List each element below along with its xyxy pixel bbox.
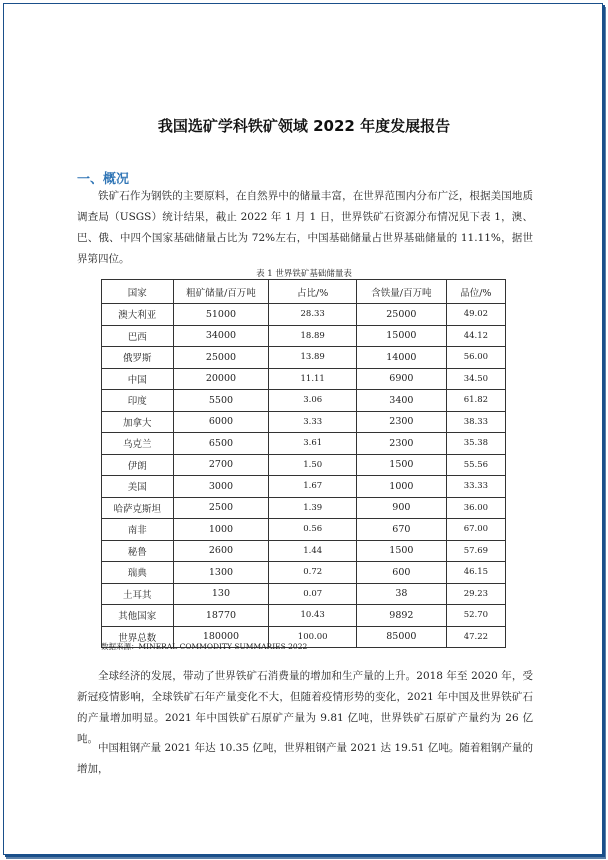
table-row [102,562,506,584]
cell-grade: 44.12 [446,325,505,347]
table-row [102,540,506,562]
cell-share: 100.00 [269,626,357,648]
cell-share: 1.44 [269,540,357,562]
cell-share: 13.89 [269,347,357,369]
cell-grade: 34.50 [446,368,505,390]
table-caption: 表 1 世界铁矿基础储量表 [256,269,352,279]
paragraph-steel: 中国粗钢产量 2021 年达 10.35 亿吨，世界粗钢产量 2021 达 19.51 亿吨。随着粗钢产量的增加， [77,742,533,775]
table-row [102,519,506,541]
cell-iron-content: 9892 [357,605,447,627]
header-ore-reserve: 粗矿储量/百万吨 [173,280,269,304]
cell-iron-content: 1500 [357,540,447,562]
cell-ore-reserve: 180000 [173,626,269,648]
table-row [102,605,506,627]
cell-share: 1.50 [269,454,357,476]
cell-iron-content: 1000 [357,476,447,498]
cell-country: 土耳其 [102,583,174,605]
cell-ore-reserve: 51000 [173,304,269,326]
section-heading: 一、概况 [77,172,130,187]
cell-share: 10.43 [269,605,357,627]
cell-grade: 49.02 [446,304,505,326]
cell-ore-reserve: 18770 [173,605,269,627]
cell-ore-reserve: 130 [173,583,269,605]
cell-country: 乌克兰 [102,433,174,455]
cell-ore-reserve: 6000 [173,411,269,433]
cell-country: 其他国家 [102,605,174,627]
cell-iron-content: 25000 [357,304,447,326]
cell-country: 俄罗斯 [102,347,174,369]
cell-ore-reserve: 1300 [173,562,269,584]
cell-country: 世界总数 [102,626,174,648]
cell-ore-reserve: 5500 [173,390,269,412]
paragraph-overview: 铁矿石作为钢铁的主要原料，在自然界中的储量丰富，在世界范围内分布广泛，根据美国地质调查局（USGS）统计结果，截止 2022 年 1 月 1 日，世界铁矿石资源分布情况见下表 1，澳、巴、俄、中四个国家基础储量占比为 72%左右，中国基础储量占世界基础储量的 11.11%，据世界第四位。 [77,190,533,265]
cell-country: 哈萨克斯坦 [102,497,174,519]
cell-ore-reserve: 3000 [173,476,269,498]
cell-ore-reserve: 6500 [173,433,269,455]
cell-share: 0.56 [269,519,357,541]
cell-iron-content: 3400 [357,390,447,412]
cell-iron-content: 600 [357,562,447,584]
table-header-row [102,280,506,304]
cell-iron-content: 15000 [357,325,447,347]
cell-grade: 29.23 [446,583,505,605]
cell-iron-content: 85000 [357,626,447,648]
cell-grade: 61.82 [446,390,505,412]
table-row [102,347,506,369]
table-row [102,304,506,326]
cell-ore-reserve: 34000 [173,325,269,347]
paragraph-production: 全球经济的发展，带动了世界铁矿石消费量的增加和生产量的上升。2018 年至 2020 年，受新冠疫情影响，全球铁矿石年产量变化不大，但随着疫情形势的变化，2021 年中国及世界铁矿石的产量增加明显。2021 年中国铁矿石原矿产量为 9.81 亿吨，世界铁矿石原矿产量约为 26 亿吨。 [77,670,533,745]
cell-iron-content: 14000 [357,347,447,369]
cell-ore-reserve: 25000 [173,347,269,369]
cell-grade: 38.33 [446,411,505,433]
table-row [102,583,506,605]
cell-share: 1.39 [269,497,357,519]
cell-country: 巴西 [102,325,174,347]
cell-iron-content: 6900 [357,368,447,390]
cell-country: 加拿大 [102,411,174,433]
table-row [102,476,506,498]
cell-country: 伊朗 [102,454,174,476]
cell-ore-reserve: 2700 [173,454,269,476]
cell-country: 美国 [102,476,174,498]
header-share: 占比/% [269,280,357,304]
cell-ore-reserve: 2600 [173,540,269,562]
cell-ore-reserve: 2500 [173,497,269,519]
cell-iron-content: 38 [357,583,447,605]
iron-reserves-table [101,279,506,648]
cell-grade: 67.00 [446,519,505,541]
cell-country: 瑞典 [102,562,174,584]
header-iron-content: 含铁量/百万吨 [357,280,447,304]
cell-country: 印度 [102,390,174,412]
cell-grade: 33.33 [446,476,505,498]
cell-grade: 35.38 [446,433,505,455]
cell-grade: 52.70 [446,605,505,627]
cell-country: 秘鲁 [102,540,174,562]
cell-share: 0.07 [269,583,357,605]
table-row [102,411,506,433]
cell-share: 3.61 [269,433,357,455]
table-row [102,325,506,347]
cell-share: 3.06 [269,390,357,412]
cell-iron-content: 2300 [357,433,447,455]
cell-grade: 57.69 [446,540,505,562]
cell-grade: 56.00 [446,347,505,369]
cell-ore-reserve: 20000 [173,368,269,390]
cell-share: 18.89 [269,325,357,347]
cell-share: 11.11 [269,368,357,390]
cell-country: 南非 [102,519,174,541]
table-row [102,497,506,519]
cell-share: 28.33 [269,304,357,326]
cell-share: 3.33 [269,411,357,433]
cell-iron-content: 900 [357,497,447,519]
cell-grade: 46.15 [446,562,505,584]
cell-iron-content: 2300 [357,411,447,433]
source-note: 数据来源：MINERAL COMMODITY SUMMARIES 2022 [101,642,308,651]
cell-share: 0.72 [269,562,357,584]
cell-iron-content: 1500 [357,454,447,476]
header-country: 国家 [102,280,174,304]
cell-grade: 55.56 [446,454,505,476]
document-title: 我国选矿学科铁矿领域 2022 年度发展报告 [157,117,451,135]
cell-grade: 36.00 [446,497,505,519]
cell-ore-reserve: 1000 [173,519,269,541]
table-row [102,433,506,455]
table-row [102,390,506,412]
cell-share: 1.67 [269,476,357,498]
cell-country: 中国 [102,368,174,390]
header-grade: 品位/% [446,280,505,304]
table-row [102,454,506,476]
cell-iron-content: 670 [357,519,447,541]
cell-grade: 47.22 [446,626,505,648]
table-row [102,368,506,390]
cell-country: 澳大利亚 [102,304,174,326]
